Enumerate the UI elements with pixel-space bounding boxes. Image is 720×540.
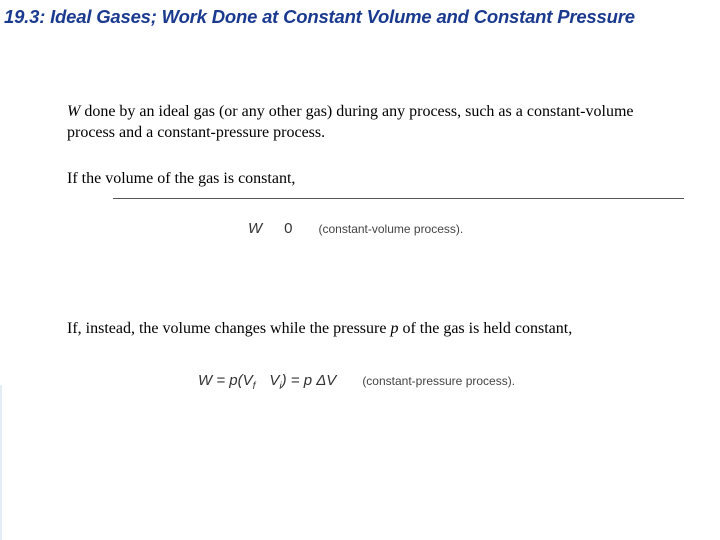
eq2-part2: V [269, 372, 280, 389]
paragraph-work-intro [67, 101, 667, 143]
eq2-sub-f: f [252, 381, 256, 392]
eq2-part3: ) = p ΔV [281, 372, 337, 389]
eq2-part1: W = p(V [198, 372, 253, 389]
eq1-rhs: 0 [284, 220, 293, 237]
p3-before: If, instead, the volume changes while the pressure [67, 320, 391, 337]
eq1-lhs: W [248, 220, 263, 237]
paragraph-work-intro-text: done by an ideal gas (or any other gas) during any process, such as a constant-volume process and a constant-pressure process. [67, 103, 634, 141]
work-symbol: W [67, 103, 81, 120]
pressure-symbol: p [390, 320, 399, 337]
p3-after: of the gas is held constant, [398, 320, 573, 337]
divider-line [113, 198, 684, 199]
eq2-sub-i: i [279, 381, 282, 392]
equation-constant-pressure [198, 372, 515, 392]
slide-title: 19.3: Ideal Gases; Work Done at Constant Volume and Constant Pressure [4, 6, 635, 27]
eq1-note: (constant-volume process). [318, 222, 464, 236]
paragraph-constant-volume: If the volume of the gas is constant, [67, 170, 296, 187]
left-edge-bar [0, 385, 2, 540]
equation-constant-volume [248, 220, 463, 237]
eq2-note: (constant-pressure process). [362, 374, 516, 388]
paragraph-constant-pressure [67, 318, 667, 339]
